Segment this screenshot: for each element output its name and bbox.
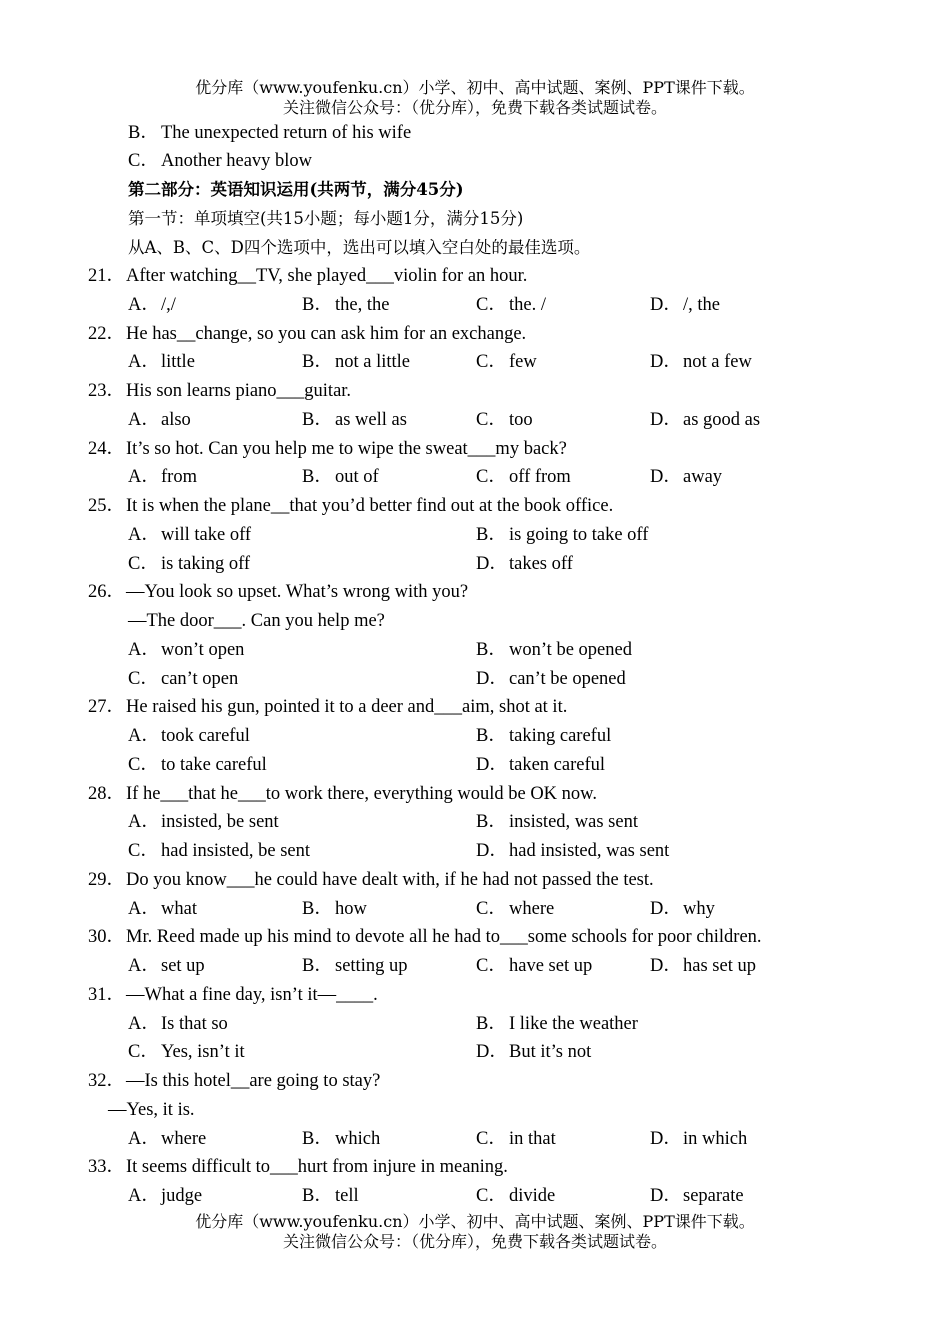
answer-option[interactable] — [476, 838, 669, 864]
question-text: He has__change, so you can ask him for an exchange. — [126, 324, 527, 344]
answer-option[interactable] — [476, 1039, 591, 1065]
option-text: the. / — [509, 295, 546, 315]
question-stem — [88, 867, 654, 893]
answer-option[interactable] — [476, 522, 648, 548]
option-text: which — [335, 1129, 381, 1149]
section-instructions: 从A、B、C、D四个选项中，选出可以填入空白处的最佳选项。 — [128, 238, 591, 257]
question-text: —The door___. Can you help me? — [128, 611, 385, 631]
option-letter: D． — [650, 1186, 682, 1206]
option-text: set up — [161, 956, 205, 976]
answer-option[interactable] — [302, 953, 407, 979]
question-text: He raised his gun, pointed it to a deer and___aim, shot at it. — [126, 697, 568, 717]
option-text: can’t open — [161, 669, 239, 689]
option-text: judge — [161, 1186, 203, 1206]
answer-option[interactable] — [128, 809, 279, 835]
option-text: insisted, be sent — [161, 812, 279, 832]
option-text: the, the — [335, 295, 390, 315]
option-text: had insisted, be sent — [161, 841, 311, 861]
option-text: have set up — [509, 956, 593, 976]
answer-option[interactable] — [476, 407, 533, 433]
option-text: from — [161, 467, 197, 487]
option-text: where — [509, 899, 555, 919]
answer-option[interactable] — [128, 407, 191, 433]
question-text: —What a fine day, isn’t it—____. — [126, 985, 378, 1005]
header-line-1: 优分库（www.youfenku.cn）小学、初中、高中试题、案例、PPT课件下载。 — [195, 78, 755, 97]
option-letter: B． — [302, 295, 333, 315]
question-stem — [88, 263, 527, 289]
question-number: 33． — [88, 1157, 126, 1177]
option-text: why — [683, 899, 715, 919]
option-letter: A． — [128, 352, 160, 372]
option-letter: B． — [302, 899, 333, 919]
answer-option[interactable] — [476, 637, 632, 663]
option-letter: B． — [476, 525, 507, 545]
option-letter: D． — [650, 352, 682, 372]
answer-option[interactable] — [302, 464, 379, 490]
option-text: little — [161, 352, 195, 372]
answer-option[interactable] — [650, 953, 756, 979]
answer-option[interactable] — [302, 896, 367, 922]
question-stem — [88, 436, 567, 462]
option-letter: A． — [128, 812, 160, 832]
answer-option[interactable] — [476, 896, 554, 922]
option-letter: B． — [302, 956, 333, 976]
section-subtitle: 第一节：单项填空(共15小题；每小题1分，满分15分) — [128, 209, 524, 228]
answer-option[interactable] — [128, 464, 197, 490]
answer-option[interactable] — [302, 349, 410, 375]
answer-option[interactable] — [476, 464, 571, 490]
question-number: 31． — [88, 985, 126, 1005]
option-text: separate — [683, 1186, 744, 1206]
option-text: took careful — [161, 726, 250, 746]
answer-option[interactable] — [128, 637, 244, 663]
option-letter: B． — [302, 410, 333, 430]
question-number: 32． — [88, 1071, 126, 1091]
option-letter: B． — [302, 1186, 333, 1206]
answer-option[interactable] — [476, 1011, 638, 1037]
answer-option[interactable] — [128, 953, 205, 979]
answer-option[interactable] — [302, 407, 407, 433]
option-letter: A． — [128, 410, 160, 430]
option-text: tell — [335, 1186, 359, 1206]
option-letter: B． — [476, 812, 507, 832]
option-letter: D． — [650, 295, 682, 315]
answer-option[interactable] — [476, 752, 605, 778]
option-letter: C． — [476, 410, 507, 430]
option-letter: B． — [302, 1129, 333, 1149]
question-text: Do you know___he could have dealt with, if he had not passed the test. — [126, 870, 654, 890]
answer-option[interactable] — [128, 1011, 228, 1037]
option-letter: C． — [128, 151, 159, 171]
option-text: in which — [683, 1129, 748, 1149]
question-stem-continued — [128, 608, 385, 634]
option-text: where — [161, 1129, 207, 1149]
option-letter: D． — [650, 956, 682, 976]
option-letter: A． — [128, 640, 160, 660]
option-text: /,/ — [161, 295, 176, 315]
question-stem — [88, 493, 613, 519]
option-text: has set up — [683, 956, 756, 976]
question-number: 26． — [88, 582, 126, 602]
question-stem — [88, 982, 378, 1008]
option-letter: C． — [128, 1042, 159, 1062]
question-text: Mr. Reed made up his mind to devote all he had to___some schools for poor children. — [126, 927, 762, 947]
answer-option[interactable] — [128, 896, 197, 922]
answer-option[interactable] — [476, 723, 611, 749]
question-stem — [88, 321, 526, 347]
answer-option[interactable] — [476, 953, 592, 979]
option-letter: B． — [128, 123, 159, 143]
question-number: 27． — [88, 697, 126, 717]
option-letter: B． — [476, 726, 507, 746]
option-text: out of — [335, 467, 379, 487]
option-text: won’t be opened — [509, 640, 632, 660]
option-letter: A． — [128, 1129, 160, 1149]
option-letter: D． — [650, 410, 682, 430]
question-number: 30． — [88, 927, 126, 947]
option-letter: A． — [128, 1014, 160, 1034]
question-stem — [88, 781, 597, 807]
question-number: 24． — [88, 439, 126, 459]
option-text: had insisted, was sent — [509, 841, 670, 861]
answer-option[interactable] — [476, 1183, 555, 1209]
option-text: divide — [509, 1186, 556, 1206]
answer-option[interactable] — [476, 349, 537, 375]
option-letter: D． — [476, 755, 508, 775]
answer-option[interactable] — [128, 723, 250, 749]
question-text: —Is this hotel__are going to stay? — [126, 1071, 381, 1091]
option-text: But it’s not — [509, 1042, 592, 1062]
question-text: If he___that he___to work there, everything would be OK now. — [126, 784, 597, 804]
option-text: is taking off — [161, 554, 251, 574]
option-letter: C． — [476, 352, 507, 372]
option-text: taking careful — [509, 726, 612, 746]
option-text: off from — [509, 467, 571, 487]
question-stem — [88, 579, 468, 605]
option-letter: A． — [128, 295, 160, 315]
option-letter: C． — [128, 841, 159, 861]
question-number: 25． — [88, 496, 126, 516]
option-letter: C． — [476, 1186, 507, 1206]
question-number: 29． — [88, 870, 126, 890]
option-text: as good as — [683, 410, 761, 430]
option-letter: D． — [476, 669, 508, 689]
answer-option[interactable] — [302, 1126, 380, 1152]
question-stem — [88, 1154, 508, 1180]
option-text: few — [509, 352, 537, 372]
option-text: I like the weather — [509, 1014, 638, 1034]
option-text: also — [161, 410, 191, 430]
answer-option[interactable] — [650, 407, 760, 433]
option-text: not a few — [683, 352, 752, 372]
option-letter: D． — [650, 467, 682, 487]
answer-option[interactable] — [128, 522, 251, 548]
option-letter: B． — [476, 640, 507, 660]
question-text: —Yes, it is. — [108, 1100, 195, 1120]
question-text: It seems difficult to___hurt from injure in meaning. — [126, 1157, 508, 1177]
option-text: Is that so — [161, 1014, 228, 1034]
option-text: /, the — [683, 295, 720, 315]
carryover-option-b — [128, 120, 411, 146]
answer-option[interactable] — [128, 1183, 202, 1209]
option-letter: D． — [476, 1042, 508, 1062]
header-line-2: 关注微信公众号：（优分库），免费下载各类试题试卷。 — [282, 98, 667, 117]
answer-option[interactable] — [650, 1183, 744, 1209]
answer-option[interactable] — [128, 551, 250, 577]
option-text: is going to take off — [509, 525, 649, 545]
option-letter: A． — [128, 467, 160, 487]
option-letter: B． — [302, 352, 333, 372]
footer-line-1: 优分库（www.youfenku.cn）小学、初中、高中试题、案例、PPT课件下载。 — [195, 1212, 755, 1231]
option-text: Yes, isn’t it — [161, 1042, 245, 1062]
option-text: taken careful — [509, 755, 606, 775]
answer-option[interactable] — [302, 292, 389, 318]
option-letter: C． — [476, 956, 507, 976]
option-text: Another heavy blow — [161, 151, 313, 171]
option-letter: D． — [650, 899, 682, 919]
answer-option[interactable] — [650, 1126, 747, 1152]
option-text: The unexpected return of his wife — [161, 123, 412, 143]
question-text: It’s so hot. Can you help me to wipe the sweat___my back? — [126, 439, 567, 459]
option-letter: D． — [650, 1129, 682, 1149]
answer-option[interactable] — [128, 1039, 245, 1065]
option-letter: B． — [302, 467, 333, 487]
answer-option[interactable] — [128, 752, 267, 778]
answer-option[interactable] — [128, 1126, 206, 1152]
question-stem — [88, 378, 351, 404]
question-text: His son learns piano___guitar. — [126, 381, 352, 401]
question-number: 23． — [88, 381, 126, 401]
option-text: too — [509, 410, 533, 430]
option-letter: A． — [128, 1186, 160, 1206]
option-text: as well as — [335, 410, 407, 430]
option-letter: C． — [476, 1129, 507, 1149]
option-letter: C． — [128, 554, 159, 574]
option-letter: C． — [476, 467, 507, 487]
option-letter: D． — [476, 841, 508, 861]
answer-option[interactable] — [476, 292, 546, 318]
answer-option[interactable] — [128, 666, 238, 692]
option-letter: A． — [128, 525, 160, 545]
carryover-option-c — [128, 148, 312, 174]
option-text: will take off — [161, 525, 252, 545]
option-text: takes off — [509, 554, 573, 574]
option-letter: A． — [128, 899, 160, 919]
option-letter: A． — [128, 726, 160, 746]
option-letter: C． — [476, 295, 507, 315]
question-number: 22． — [88, 324, 126, 344]
question-text: It is when the plane__that you’d better find out at the book office. — [126, 496, 614, 516]
question-stem — [88, 1068, 380, 1094]
question-number: 28． — [88, 784, 126, 804]
answer-option[interactable] — [476, 809, 638, 835]
answer-option[interactable] — [302, 1183, 359, 1209]
answer-option[interactable] — [128, 349, 195, 375]
option-letter: C． — [128, 755, 159, 775]
option-text: away — [683, 467, 723, 487]
option-letter: C． — [476, 899, 507, 919]
answer-option[interactable] — [650, 292, 720, 318]
answer-option[interactable] — [650, 349, 752, 375]
question-stem-continued — [108, 1097, 195, 1123]
option-letter: B． — [476, 1014, 507, 1034]
option-text: insisted, was sent — [509, 812, 638, 832]
question-text: —You look so upset. What’s wrong with you? — [126, 582, 469, 602]
footer-line-2: 关注微信公众号：（优分库），免费下载各类试题试卷。 — [282, 1232, 667, 1251]
answer-option[interactable] — [476, 551, 573, 577]
answer-option[interactable] — [650, 896, 715, 922]
option-text: not a little — [335, 352, 411, 372]
answer-option[interactable] — [476, 666, 626, 692]
answer-option[interactable] — [650, 464, 722, 490]
option-text: how — [335, 899, 367, 919]
section-title: 第二部分：英语知识运用(共两节，满分45分) — [128, 180, 464, 199]
question-stem — [88, 694, 567, 720]
option-text: to take careful — [161, 755, 267, 775]
question-stem — [88, 924, 762, 950]
option-text: in that — [509, 1129, 556, 1149]
question-number: 21． — [88, 266, 126, 286]
option-letter: D． — [476, 554, 508, 574]
option-text: setting up — [335, 956, 408, 976]
option-text: won’t open — [161, 640, 245, 660]
option-letter: A． — [128, 956, 160, 976]
answer-option[interactable] — [128, 838, 310, 864]
question-text: After watching__TV, she played___violin for an hour. — [126, 266, 528, 286]
answer-option[interactable] — [128, 292, 176, 318]
answer-option[interactable] — [476, 1126, 556, 1152]
option-text: what — [161, 899, 197, 919]
option-letter: C． — [128, 669, 159, 689]
option-text: can’t be opened — [509, 669, 626, 689]
